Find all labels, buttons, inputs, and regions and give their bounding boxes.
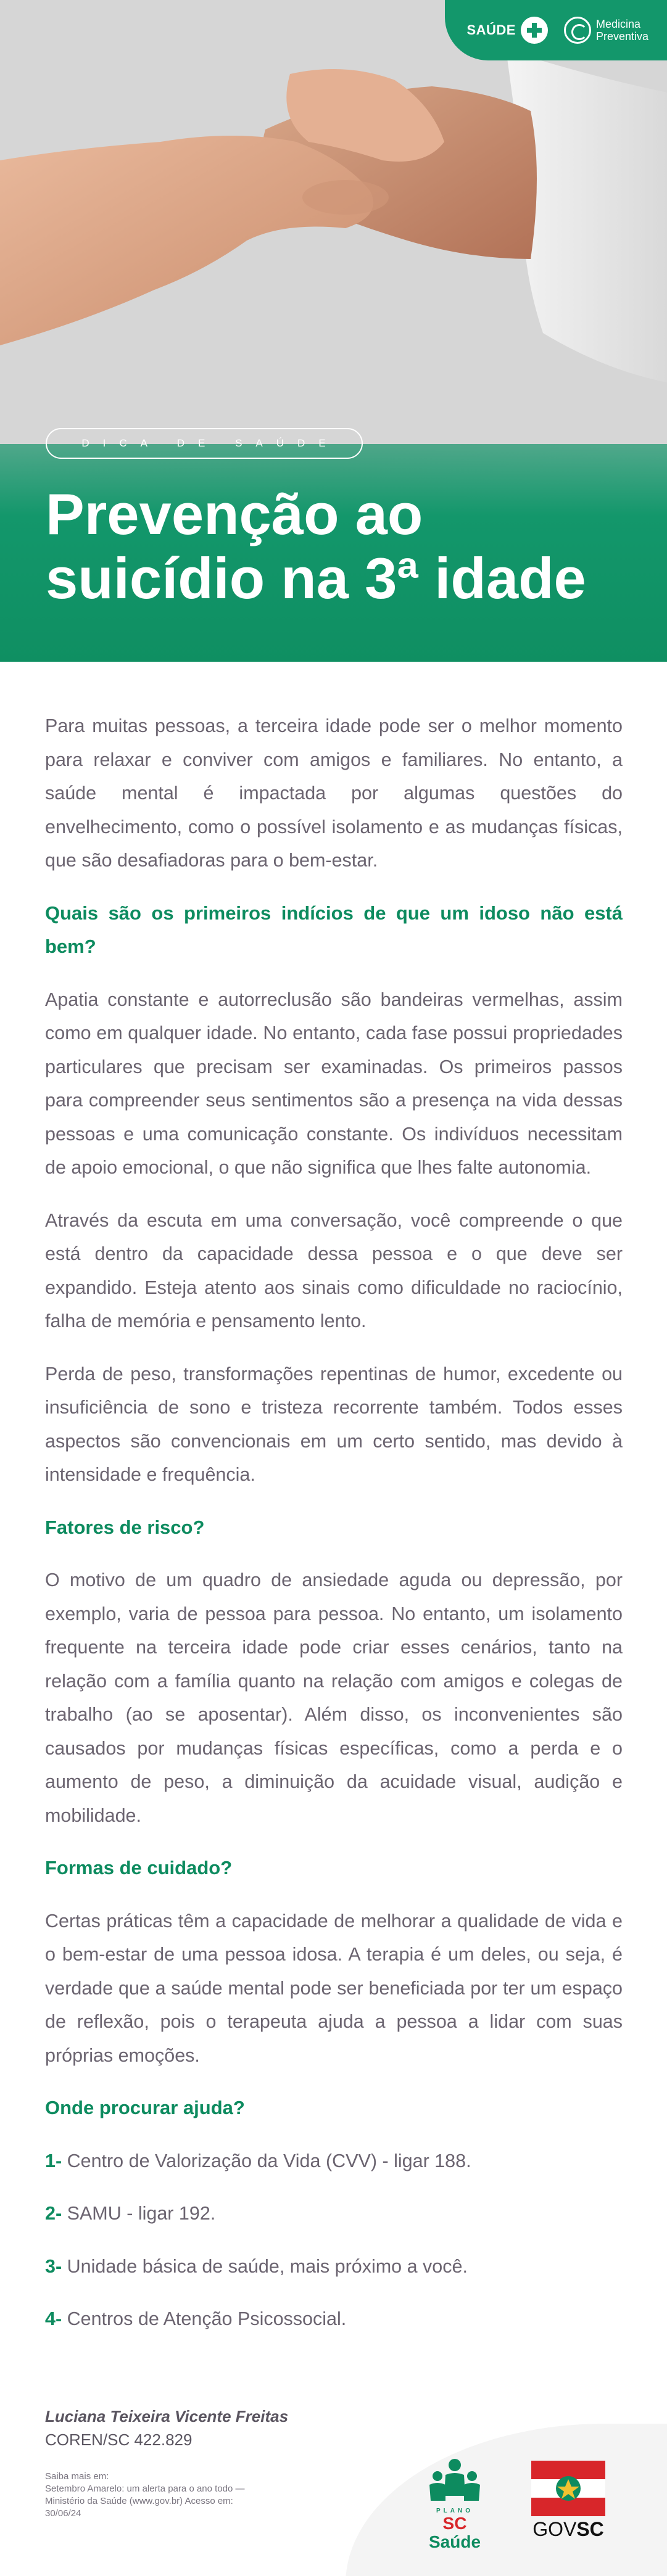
source-note — [45, 2471, 292, 2520]
source-line4: 30/06/24 — [45, 2508, 81, 2519]
section-tag: DICA DE SAÚDE — [46, 428, 363, 459]
paragraph-intro: Para muitas pessoas, a terceira idade pode ser o melhor momento para relaxar e conviver com amigos e familiares. No entanto, a saúde mental é impactada por algumas questões do envelhecimento, como o possível isolamento e as mudanças físicas, que são desafiadoras para o bem-estar. — [45, 715, 623, 871]
heading-risk-factors: Fatores de risco? — [45, 1516, 205, 1538]
plano-label: PLANO — [436, 2508, 473, 2514]
page-title — [46, 482, 638, 611]
list-text: Centros de Atenção Psicossocial. — [62, 2308, 347, 2329]
list-number: 1- — [45, 2150, 62, 2171]
list-text: Unidade básica de saúde, mais próximo a você. — [62, 2255, 468, 2277]
paragraph-care: Certas práticas têm a capacidade de melhorar a qualidade de vida e o bem-estar de uma pessoa idosa. A terapia é um deles, ou seja, é verdade que a saúde mental pode ser beneficiada por ter um espaço de reflexão, pois o terapeuta ajuda a pessoa a lidar com suas próprias emoções. — [45, 1910, 623, 2066]
source-line3: Ministério da Saúde (www.gov.br) Acesso em: — [45, 2496, 233, 2506]
title-line1: Prevenção ao — [46, 482, 423, 546]
source-line1: Saiba mais em: — [45, 2471, 109, 2482]
medicina-preventiva-icon — [564, 17, 591, 44]
heading-care: Formas de cuidado? — [45, 1857, 233, 1879]
medicina-line1: Medicina — [595, 18, 640, 30]
author-coren: COREN/SC 422.829 — [45, 2430, 193, 2449]
author-block — [45, 2405, 288, 2451]
source-line2: Setembro Amarelo: um alerta para o ano todo — — [45, 2483, 245, 2494]
holding-hands-photo — [0, 0, 667, 444]
list-number: 3- — [45, 2255, 62, 2277]
title-line2: suicídio na 3ª idade — [46, 546, 586, 611]
list-number: 4- — [45, 2308, 62, 2329]
plano-brand — [415, 2514, 495, 2551]
santa-catarina-flag-icon — [531, 2461, 605, 2516]
heading-where-help: Onde procurar ajuda? — [45, 2097, 245, 2118]
list-item — [45, 2197, 623, 2231]
hero-banner — [0, 0, 667, 662]
list-item — [45, 2144, 623, 2178]
footer-background — [346, 2424, 667, 2576]
paragraph-risk-factors: O motivo de um quadro de ansiedade aguda ou depressão, por exemplo, varia de pessoa para pessoa. No entanto, um isolamento frequente na terceira idade pode criar esses cenários, tanto na relação com a família quanto na relação com amigos e colegas de trabalho (ao se aposentar). Além disso, os inconvenientes são causados por mudanças físicas específicas, como a perda e o aumento de peso, a diminuição da acuidade visual, audição e mobilidade. — [45, 1570, 623, 1826]
family-figure-icon — [421, 2458, 489, 2502]
medicina-line2: Preventiva — [595, 30, 648, 43]
plano-sc-saude-logo — [415, 2458, 495, 2551]
paragraph-listening: Através da escuta em uma conversação, você compreende o que está dentro da capacidade dessa pessoa e o que deve ser expandido. Esteja atento aos sinais como dificuldade no raciocínio, falha de memória e pensamento lento. — [45, 1209, 623, 1331]
article-body — [45, 709, 623, 2355]
gov-prefix: GOV — [532, 2518, 577, 2540]
author-name: Luciana Teixeira Vicente Freitas — [45, 2407, 289, 2426]
list-number: 2- — [45, 2203, 62, 2224]
paragraph-apathy: Apatia constante e autorreclusão são bandeiras vermelhas, assim como em qualquer idade. No entanto, cada fase possui propriedades particulares que precisam ser examinadas. Os primeiros passos para compreender seus sentimentos são a presença na vida dessas pessoas e uma comunicação constante. Os indivíduos necessitam de apoio emocional, o que não significa que lhes falte autonomia. — [45, 989, 623, 1178]
saude-logo-text: SAÚDE — [466, 22, 516, 38]
list-item — [45, 2250, 623, 2284]
list-item — [45, 2302, 623, 2336]
paragraph-weight-loss: Perda de peso, transformações repentinas de humor, excedente ou insuficiência de sono e tristeza recorrente também. Todos esses aspectos são convencionais em um certo sentido, mas devido à intensidade e frequência. — [45, 1363, 623, 1485]
saude-logo — [466, 17, 548, 44]
gov-suffix: SC — [576, 2518, 604, 2540]
list-text: SAMU - ligar 192. — [62, 2203, 216, 2224]
list-text: Centro de Valorização da Vida (CVV) - ligar 188. — [62, 2150, 471, 2171]
heading-first-signs: Quais são os primeiros indícios de que um idoso não está bem? — [45, 902, 623, 957]
medicina-preventiva-logo — [564, 17, 648, 44]
plano-saude: Saúde — [428, 2532, 481, 2551]
health-cross-icon — [521, 17, 548, 44]
gov-sc-wordmark — [528, 2519, 608, 2540]
logo-bar — [445, 0, 667, 60]
gov-sc-logo — [528, 2461, 608, 2540]
plano-sc: SC — [442, 2514, 467, 2533]
